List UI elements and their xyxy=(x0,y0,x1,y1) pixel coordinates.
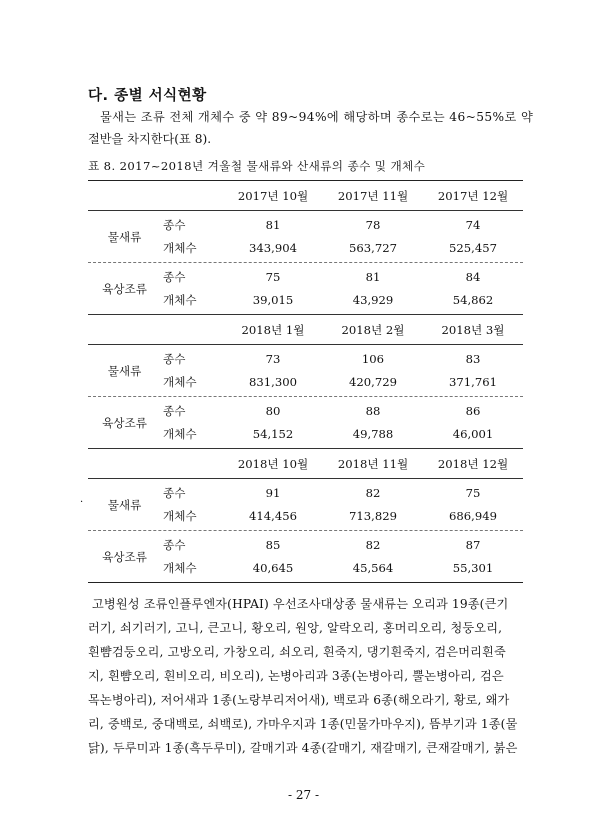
table-cell: 420,729 xyxy=(349,375,397,389)
table-cell: 106 xyxy=(361,352,385,366)
metric-label: 개체수 xyxy=(163,561,197,575)
metric-label: 개체수 xyxy=(163,293,197,307)
intro-line: 절반을 차지한다(표 8). xyxy=(88,132,212,146)
table-row xyxy=(161,237,523,260)
table-group xyxy=(88,531,523,582)
group-rows xyxy=(161,263,523,314)
table-cell: 46,001 xyxy=(452,427,494,441)
table-row xyxy=(161,557,523,580)
table-row xyxy=(161,266,523,289)
table-block xyxy=(88,314,523,448)
table-row xyxy=(161,348,523,371)
column-header: 2018년 11월 xyxy=(337,456,409,471)
table-caption: 표 8. 2017~2018년 겨울철 물새류와 산새류의 종수 및 개체수 xyxy=(88,159,426,173)
group-rows xyxy=(161,479,523,530)
table-cell: 91 xyxy=(265,486,281,500)
group-rows xyxy=(161,531,523,582)
table-header-row xyxy=(88,315,523,345)
paragraph-line: 리, 중백로, 중대백로, 쇠백로), 가마우지과 1종(민물가마우지), 뜸부기과 1종(물 xyxy=(88,717,518,731)
table-cell: 74 xyxy=(465,218,481,232)
table-cell: 371,761 xyxy=(449,375,497,389)
table-cell: 84 xyxy=(465,270,481,284)
column-header: 2017년 12월 xyxy=(437,188,509,203)
table-cell: 88 xyxy=(365,404,381,418)
table-row xyxy=(161,534,523,557)
table-cell: 81 xyxy=(365,270,381,284)
table-cell: 82 xyxy=(365,486,381,500)
table-cell: 75 xyxy=(465,486,481,500)
stray-mark: · xyxy=(80,497,84,508)
column-header: 2017년 10월 xyxy=(237,188,309,203)
metric-label: 개체수 xyxy=(163,241,197,255)
table-row xyxy=(161,214,523,237)
table-cell: 78 xyxy=(365,218,381,232)
paragraph-line: 고병원성 조류인플루엔자(HPAI) 우선조사대상종 물새류는 오리과 19종(큰기 xyxy=(92,597,509,611)
column-header: 2018년 12월 xyxy=(437,456,509,471)
table-row xyxy=(161,371,523,394)
metric-label: 종수 xyxy=(163,538,186,552)
table-cell: 73 xyxy=(265,352,281,366)
column-header: 2018년 3월 xyxy=(441,322,505,337)
metric-label: 종수 xyxy=(163,352,186,366)
metric-label: 개체수 xyxy=(163,375,197,389)
metric-label: 종수 xyxy=(163,270,186,284)
intro-line: 물새는 조류 전체 개체수 중 약 89~94%에 해당하며 종수로는 46~55%로 약 xyxy=(100,110,534,124)
table-cell: 563,727 xyxy=(349,241,397,255)
paragraph-line: 닭), 두루미과 1종(흑두루미), 갈매기과 4종(갈매기, 재갈매기, 큰재갈매기, 붉은 xyxy=(88,741,518,755)
body-paragraph xyxy=(88,592,528,760)
metric-label: 종수 xyxy=(163,404,186,418)
table-cell: 83 xyxy=(465,352,481,366)
column-header: 2018년 10월 xyxy=(237,456,309,471)
table-group xyxy=(88,211,523,263)
group-rows xyxy=(161,397,523,448)
intro-paragraph xyxy=(88,106,534,150)
table-cell: 87 xyxy=(465,538,481,552)
table-group xyxy=(88,479,523,531)
paragraph-line: 러기, 쇠기러기, 고니, 큰고니, 황오리, 원앙, 알락오리, 홍머리오리, 청둥오리, xyxy=(88,621,503,635)
table-header-row xyxy=(88,181,523,211)
table-cell: 54,152 xyxy=(252,427,294,441)
group-rows xyxy=(161,345,523,396)
table-cell: 831,300 xyxy=(249,375,297,389)
table-cell: 713,829 xyxy=(349,509,397,523)
group-rows xyxy=(161,211,523,262)
group-label: 물새류 xyxy=(107,229,142,244)
column-header: 2018년 2월 xyxy=(341,322,405,337)
section-heading: 다. 종별 서식현황 xyxy=(88,88,207,104)
table-cell: 81 xyxy=(265,218,281,232)
metric-label: 개체수 xyxy=(163,427,197,441)
table-row xyxy=(161,400,523,423)
metric-label: 종수 xyxy=(163,218,186,232)
table-group xyxy=(88,263,523,314)
table-cell: 40,645 xyxy=(252,561,294,575)
table-group xyxy=(88,397,523,448)
metric-label: 개체수 xyxy=(163,509,197,523)
paragraph-line: 목논병아리), 저어새과 1종(노랑부리저어새), 백로과 6종(해오라기, 황로, 왜가 xyxy=(88,693,510,707)
table-cell: 343,904 xyxy=(249,241,297,255)
table-cell: 54,862 xyxy=(452,293,494,307)
column-header: 2018년 1월 xyxy=(241,322,305,337)
species-count-table xyxy=(88,180,523,583)
column-header: 2017년 11월 xyxy=(337,188,409,203)
table-row xyxy=(161,505,523,528)
table-cell: 86 xyxy=(465,404,481,418)
table-cell: 45,564 xyxy=(352,561,394,575)
table-block xyxy=(88,181,523,314)
table-cell: 525,457 xyxy=(449,241,497,255)
table-row xyxy=(161,423,523,446)
table-cell: 80 xyxy=(265,404,281,418)
group-label: 물새류 xyxy=(107,363,142,378)
table-row xyxy=(161,289,523,312)
paragraph-line: 지, 흰뺨오리, 흰비오리, 비오리), 논병아리과 3종(논병아리, 뿔논병아리, 검은 xyxy=(88,669,504,683)
table-group xyxy=(88,345,523,397)
table-cell: 49,788 xyxy=(352,427,394,441)
page-number: - 27 - xyxy=(287,788,319,802)
metric-label: 종수 xyxy=(163,486,186,500)
paragraph-line: 흰뺨검둥오리, 고방오리, 가창오리, 쇠오리, 흰죽지, 댕기흰죽지, 검은머리흰죽 xyxy=(88,645,506,659)
group-label: 물새류 xyxy=(107,497,142,512)
table-cell: 75 xyxy=(265,270,281,284)
table-cell: 85 xyxy=(265,538,281,552)
table-cell: 39,015 xyxy=(252,293,294,307)
group-label: 육상조류 xyxy=(102,415,147,430)
table-cell: 414,456 xyxy=(249,509,297,523)
table-header-row xyxy=(88,449,523,479)
group-label: 육상조류 xyxy=(102,549,147,564)
table-cell: 82 xyxy=(365,538,381,552)
table-cell: 55,301 xyxy=(452,561,494,575)
table-cell: 43,929 xyxy=(352,293,394,307)
table-row xyxy=(161,482,523,505)
table-cell: 686,949 xyxy=(449,509,497,523)
table-block xyxy=(88,448,523,582)
group-label: 육상조류 xyxy=(102,281,147,296)
